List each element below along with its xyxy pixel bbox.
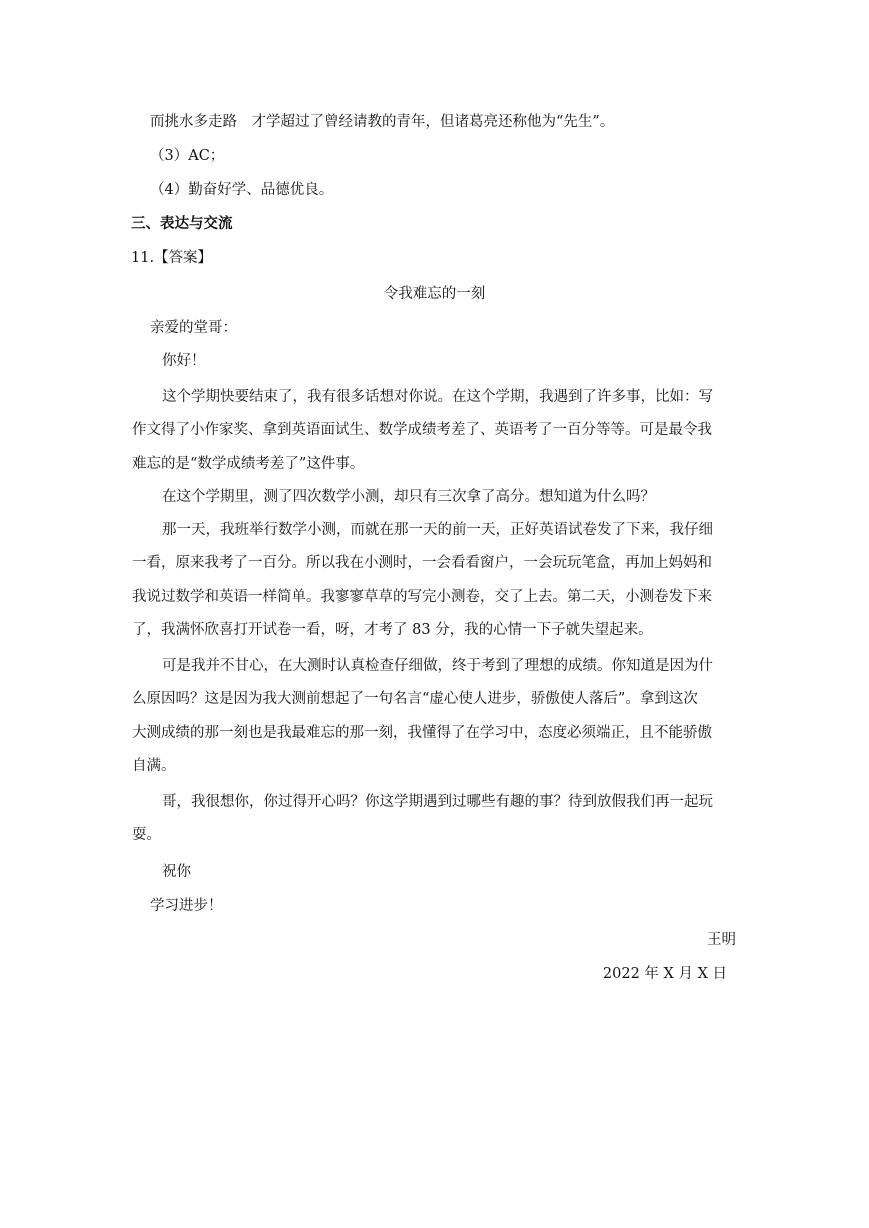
paragraph-line: 这个学期快要结束了，我有很多话想对你说。在这个学期，我遇到了许多事，比如：写 [162, 389, 713, 405]
paragraph-line: 我说过数学和英语一样简单。我寥寥草草的写完小测卷，交了上去。第二天，小测卷发下来 [132, 588, 712, 605]
letter-paragraph-4 [132, 650, 738, 783]
paragraph-line: 了，我满怀欣喜打开试卷一看，呀，才考了 83 分，我的心情一下子就失望起来。 [132, 621, 653, 638]
letter-date: 2022 年 X 月 X 日 [602, 966, 727, 982]
paragraph-line: 在这个学期里，测了四次数学小测，却只有三次拿了高分。想知道为什么吗？ [162, 489, 655, 505]
letter-closing-2: 学习进步！ [150, 898, 223, 914]
paragraph-line: 么原因吗？这是因为我大测前想起了一句名言“虚心使人进步，骄傲使人落后”。拿到这次 [132, 691, 698, 708]
letter-greeting: 你好！ [162, 353, 206, 369]
letter-signature: 王明 [707, 932, 736, 948]
paragraph-line: 一看，原来我考了一百分。所以我在小测时，一会看看窗户，一会玩玩笔盒，再加上妈妈和 [132, 555, 712, 572]
section-heading: 三、表达与交流 [131, 215, 233, 232]
letter-paragraph-1 [132, 381, 738, 481]
paragraph-line: 作文得了小作家奖、拿到英语面试生、数学成绩考差了、英语考了一百分等等。可是最令我 [132, 422, 712, 439]
paragraph-line: 难忘的是“数学成绩考差了”这件事。 [132, 455, 365, 472]
paragraph-line: 哥，我很想你，你过得开心吗？你这学期遇到过哪些有趣的事？待到放假我们再一起玩 [162, 794, 713, 810]
paragraph-line: 可是我并不甘心，在大测时认真检查仔细做，终于考到了理想的成绩。你知道是因为什 [162, 658, 713, 674]
prev-answer-line: 而挑水多走路 才学超过了曾经请教的青年，但诸葛亮还称他为“先生”。 [150, 114, 615, 130]
paragraph-line: 自满。 [132, 757, 176, 774]
answer-label: 11.【答案】 [131, 250, 213, 266]
answer-item-4: （4）勤奋好学、品德优良。 [150, 182, 334, 198]
answer-item-3: （3）AC； [150, 148, 225, 164]
letter-paragraph-3 [132, 514, 738, 647]
letter-paragraph-5 [132, 786, 738, 853]
letter-paragraph-2 [132, 481, 738, 514]
paragraph-line: 耍。 [132, 827, 161, 844]
paragraph-line: 大测成绩的那一刻也是我最难忘的那一刻，我懂得了在学习中，态度必须端正，且不能骄傲 [132, 724, 712, 741]
letter-salutation: 亲爱的堂哥： [150, 320, 237, 336]
paragraph-line: 那一天，我班举行数学小测，而就在那一天的前一天，正好英语试卷发了下来，我仔细 [162, 522, 713, 538]
letter-title: 令我难忘的一刻 [383, 286, 486, 302]
letter-closing-1: 祝你 [162, 864, 191, 880]
